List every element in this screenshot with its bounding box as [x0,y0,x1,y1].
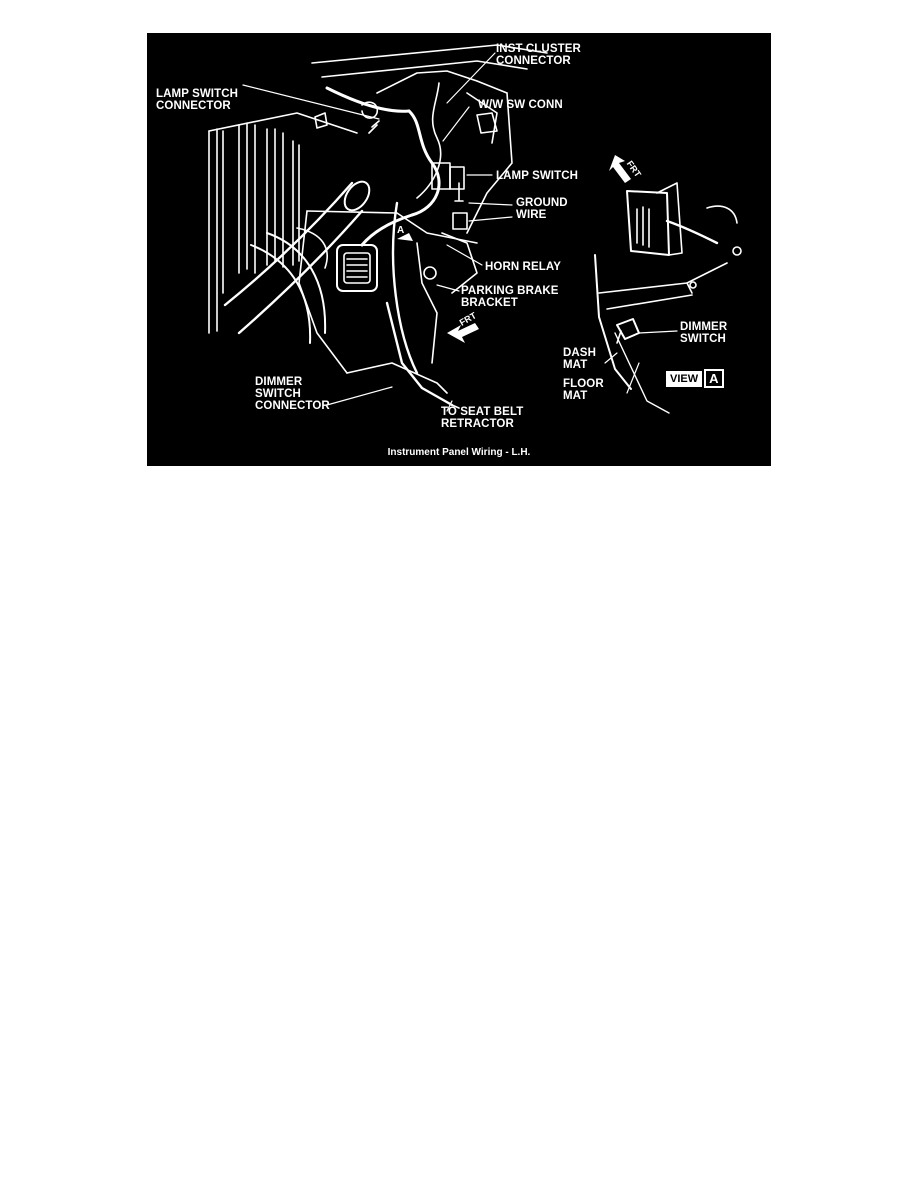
column-bracket [251,211,477,393]
view-a-badge [666,369,724,388]
section-marker-label: A [397,225,405,236]
ground-wire-label: GROUND WIRE [516,197,568,221]
inst-cluster-connector-label: INST CLUSTER CONNECTOR [496,43,581,67]
ww-sw-conn-label: W/W SW CONN [478,99,563,111]
view-word: VIEW [666,371,702,387]
horn-relay-label: HORN RELAY [485,261,561,273]
dimmer-switch-connector-label: DIMMER SWITCH CONNECTOR [255,376,330,412]
view-frt-label: FRT [624,158,644,180]
wiring-diagram-figure [147,33,771,466]
main-frt-label: FRT [457,310,479,328]
figure-caption: Instrument Panel Wiring - L.H. [387,447,531,458]
dimmer-switch-label: DIMMER SWITCH [680,321,728,345]
view-letter: A [704,369,723,388]
lamp-switch-shape [432,113,497,229]
lamp-switch-connector-label: LAMP SWITCH CONNECTOR [156,88,239,112]
dash-mat-label: DASH MAT [563,347,596,371]
lamp-switch-label: LAMP SWITCH [496,170,579,182]
parking-brake-bracket-label: PARKING BRAKE BRACKET [461,285,559,309]
horn-relay-shape [337,245,377,291]
wiring-diagram-drawing [147,33,771,466]
floor-mat-label: FLOOR MAT [563,378,604,402]
to-seat-belt-retractor-label: TO SEAT BELT RETRACTOR [441,406,524,430]
